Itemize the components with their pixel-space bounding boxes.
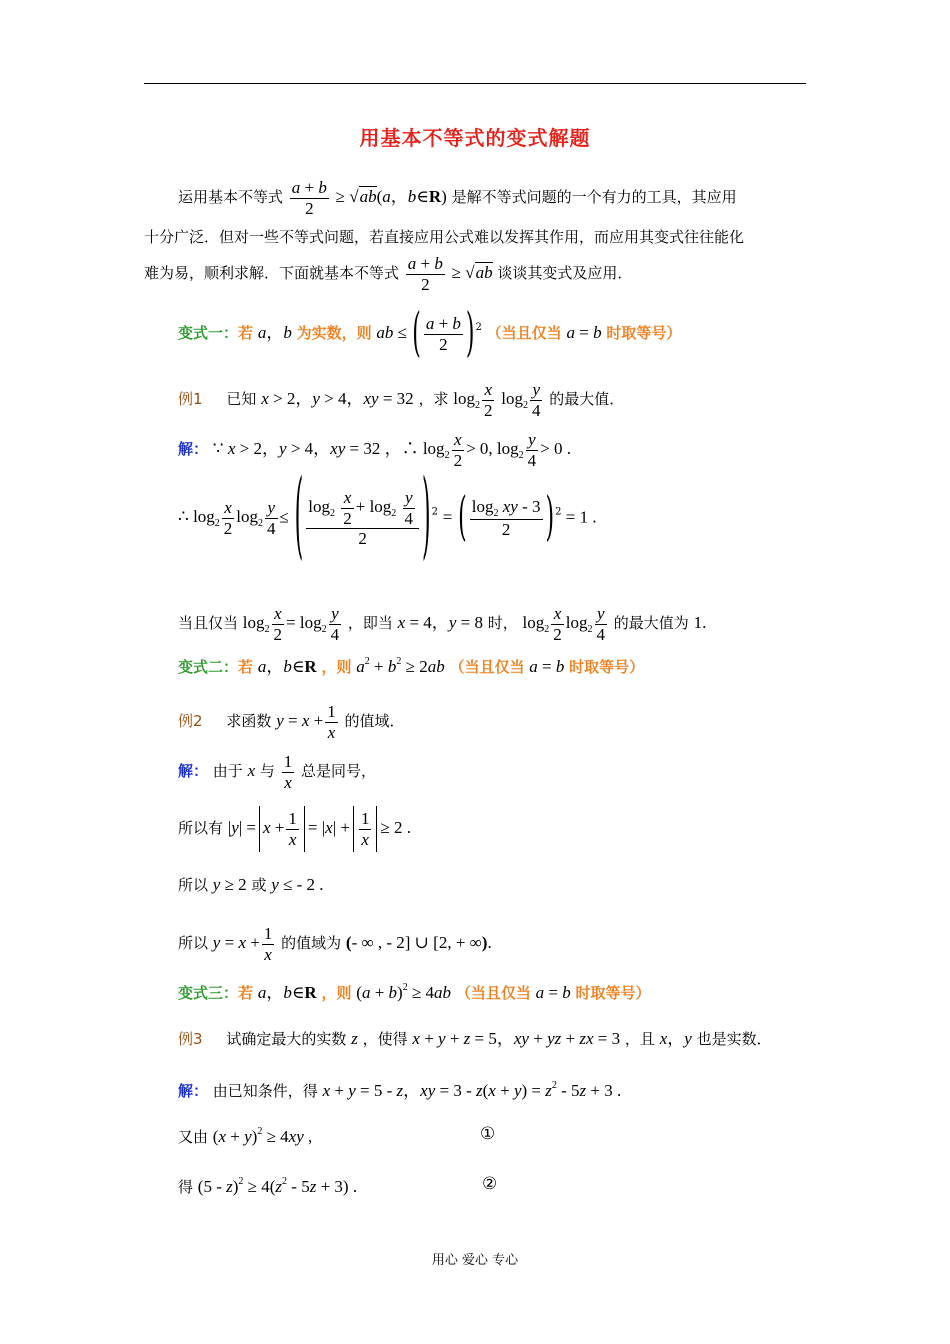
example-3-statement: 例3 试确定最大的实数 z ，使得 x + y + z = 5，xy + yz + zx = 3 ，且 x，y 也是实数．: [178, 1029, 772, 1048]
example-1-solution-2: ∴ $\log_2$ $\frac{x}{2}$ $\log_2$ $\frac{y}{4}$ ≤ ( $\log_2$ $\frac{x}{2}$ + $\log_2$ $\frac{y}{4}$ 2 )$^2$ = ( $\frac{\log_2 xy - 3}{2}$ )$^2$ = 1 .: [178, 464, 597, 573]
page-footer: 用心 爱心 专心: [431, 1253, 519, 1268]
variant-2: 变式二：若 a，b∈R ，则 $a^2 + b^2 \ge 2ab$ （当且仅当 a = b 时取等号）: [178, 656, 645, 676]
example-3-solution-3: 得 $(5 - z)^2 \ge 4(z^2 - 5z + 3)$ .: [178, 1176, 358, 1196]
example-2-solution-2: 所以有 |y| = x + $\frac{1}{x}$ = |x| + $\frac{1}{x}$ ≥ 2 .: [178, 806, 411, 852]
example-1-solution-1: 解： ∵ x > 2，y > 4，xy = 32 ，∴ $\log_2$ $\frac{x}{2}$ > 0, $\log_2$ $\frac{y}{4}$ > 0 .: [178, 430, 571, 470]
example-3-solution-1: 解： 由已知条件，得 x + y = 5 - z，xy = $3 - z(x + y) = z^2 - 5z + 3$ .: [178, 1080, 622, 1100]
intro-line-2: 十分广泛．但对一些不等式问题，若直接应用公式难以发挥其作用，而应用其变式往往能化: [144, 228, 745, 246]
variant-3: 变式三：若 a，b∈R ，则 $(a + b)^2 \ge 4ab$ （当且仅当 a = b 时取等号）: [178, 982, 651, 1002]
example-1-solution-3: 当且仅当 $\log_2$ $\frac{x}{2}$ = $\log_2$ $\frac{y}{4}$ ，即当 x = 4，y = 8 时， $\log_2$ $\frac{x}{2}$ $\log_2$ $\frac{y}{4}$ 的最大值为 1.: [178, 604, 707, 644]
example-2-solution-4: 所以 y = x + $\frac{1}{x}$ 的值域为 (- ∞ , - 2] ∪ [2, + ∞).: [178, 924, 492, 964]
example-1-statement: 例1 已知 x > 2，y > 4，xy = 32 ，求 $\log_2$ $\frac{x}{2}$ $\log_2$ $\frac{y}{4}$ 的最大值．: [178, 380, 625, 420]
example-3-solution-2: 又由 $(x + y)^2 \ge 4xy$ ,: [178, 1126, 313, 1146]
intro-line-3: 难为易，顺利求解．下面就基本不等式 $\frac{a + b}{2}$ ≥ √ab 谈谈其变式及应用．: [144, 254, 633, 294]
example-2-solution-3: 所以 y ≥ 2 或 y ≤ - 2 .: [178, 875, 324, 894]
equation-marker-1: ①: [480, 1124, 496, 1143]
intro-line-1: 运用基本不等式 $\frac{a + b}{2}$ ≥ √ab(a，b∈R) 是解不等式问题的一个有力的工具，其应用: [178, 178, 737, 218]
header-rule: [144, 83, 806, 84]
example-2-solution-1: 解： 由于 x 与 $\frac{1}{x}$ 总是同号，: [178, 752, 377, 792]
variant-1: 变式一：若 a，b 为实数，则 ab ≤ ( $\frac{a + b}{2}$ )$^2$ （当且仅当 a = b 时取等号）: [178, 304, 682, 365]
page-title: 用基本不等式的变式解题: [359, 126, 591, 150]
formula-a-plus-b-over-2: $\frac{a + b}{2}$: [291, 178, 327, 218]
example-2-statement: 例2 求函数 y = x + $\frac{1}{x}$ 的值域．: [178, 702, 405, 742]
equation-marker-2: ②: [482, 1174, 498, 1193]
